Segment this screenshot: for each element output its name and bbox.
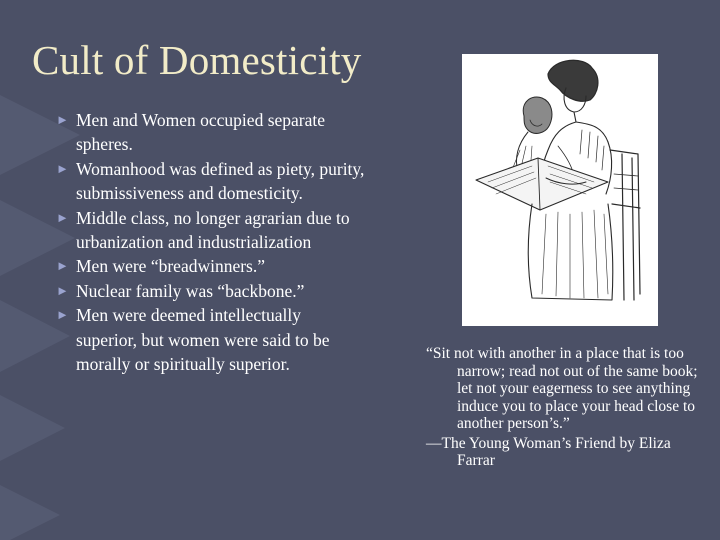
quote-block bbox=[426, 345, 706, 470]
bullet-text: Womanhood was defined as piety, purity, submissiveness and domesticity. bbox=[76, 158, 365, 204]
bullet-item bbox=[56, 303, 366, 376]
quote-text: “Sit not with another in a place that is too narrow; read not out of the same book; let not your eagerness to see anything induce you to place your head close to another person’s.” bbox=[426, 345, 698, 432]
quote-attribution: —The Young Woman’s Friend by Eliza Farrar bbox=[426, 434, 671, 469]
bullet-text: Men were deemed intellectually superior, but women were said to be morally or spiritually superior. bbox=[76, 305, 330, 375]
bullet-text: Men were “breadwinners.” bbox=[76, 256, 266, 277]
right-triangle-icon: ► bbox=[56, 160, 69, 176]
right-triangle-icon: ► bbox=[56, 282, 69, 298]
right-triangle-icon: ► bbox=[56, 209, 69, 225]
bullet-text: Nuclear family was “backbone.” bbox=[76, 280, 305, 301]
bullet-item bbox=[56, 206, 366, 255]
bullet-item bbox=[56, 279, 366, 303]
right-triangle-icon: ► bbox=[56, 258, 69, 274]
right-triangle-icon: ► bbox=[56, 112, 69, 127]
bullet-text: Men and Women occupied separate spheres. bbox=[76, 110, 326, 155]
slide-title: Cult of Domesticity bbox=[32, 37, 362, 83]
sketch-drawing bbox=[462, 54, 658, 326]
bullet-item bbox=[56, 108, 366, 157]
illustration-mother-and-child-reading bbox=[462, 54, 658, 326]
bullet-item bbox=[56, 157, 366, 206]
bullet-item bbox=[56, 254, 366, 278]
right-triangle-icon: ► bbox=[56, 307, 69, 323]
bullet-text: Middle class, no longer agrarian due to urbanization and industrialization bbox=[76, 207, 350, 253]
bullet-list bbox=[56, 108, 366, 376]
